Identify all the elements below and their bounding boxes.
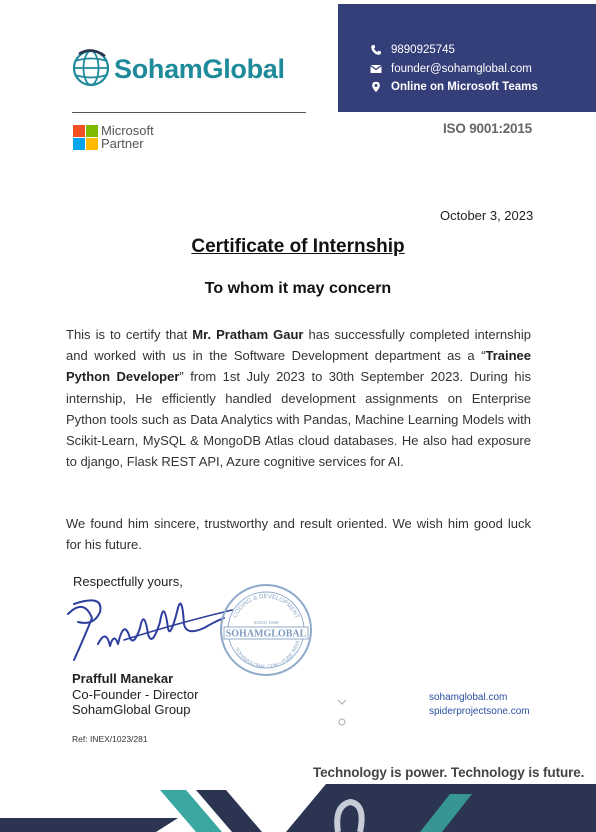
email-text: founder@sohamglobal.com [391,63,532,75]
p1-text-c: ” from 1st July 2023 to 30th September 2023. During his internship, He efficiently handled development assignments on Enterprise Python tools such as Data Analytics with Pandas, Machine Learning Models with Scikit-Learn, MySQL & MongoDB Atlas cloud databases. He also had exposure to django, Flask REST API, Azure cognitive services for AI. [66,369,531,470]
teams-text: Online on Microsoft Teams [391,81,538,93]
contact-phone[interactable] [370,44,455,56]
p1-text-a: This is to certify that [66,327,193,342]
certificate-title: Certificate of Internship [191,236,405,257]
signatory-name: Praffull Manekar [72,671,174,686]
partner-line1: Microsoft [101,123,154,138]
intern-name: Mr. Pratham Gaur [192,327,304,342]
intern-role: Trainee Python Developer [66,348,531,385]
letter-date: October 3, 2023 [440,208,534,223]
company-stamp [218,582,314,678]
stamp-top-arc: CODING & DEVELOPMENT [232,593,300,620]
signatory-role: Co-Founder - Director [72,687,199,702]
location-pin-icon [370,81,382,93]
link-sohamglobal[interactable]: sohamglobal.com [429,692,508,703]
phone-icon [370,44,382,56]
partner-line2: Partner [101,136,144,151]
svg-text:SOHAMGLOBAL.COM • PUNE INDIA [233,639,301,670]
body-paragraph-2: We found him sincere, trustworthy and result oriented. We wish him good luck for his future. [66,516,531,553]
company-logo-text: SohamGlobal [114,54,285,84]
contact-teams [370,81,538,93]
p1-text-b: has successfully completed internship and worked with us in the Software Development department as a “ [66,327,531,364]
certificate-subtitle: To whom it may concern [204,280,392,297]
iso-certification: ISO 9001:2015 [443,121,532,136]
decorative-marks-icon [337,698,347,728]
svg-text:CODING & DEVELOPMENT [233,594,300,620]
stamp-since: SINCE 1999 [253,620,279,625]
globe-logo-icon [71,48,111,88]
body-paragraph-1 [66,324,531,472]
stamp-bottom-arc: SOHAMGLOBAL.COM • PUNE INDIA [233,639,302,671]
contact-panel [338,4,596,112]
phone-text: 9890925745 [391,44,455,56]
signatory-org: SohamGlobal Group [72,702,191,717]
reference-number: Ref: INEX/1023/281 [72,734,148,744]
mail-icon [370,63,382,75]
signature-image [64,588,234,668]
contact-email[interactable] [370,63,532,75]
link-spiderprojects[interactable]: spiderprojectsone.com [429,706,530,717]
footer-decorative-band [0,784,596,832]
stamp-text: SOHAMGLOBAL [225,628,307,640]
website-links [429,691,530,719]
microsoft-partner-text [101,124,154,150]
footer-tagline: Technology is power. Technology is future. [313,765,585,780]
closing-text: Respectfully yours, [73,574,183,589]
logo-divider [72,112,306,113]
microsoft-logo-icon [73,125,98,150]
